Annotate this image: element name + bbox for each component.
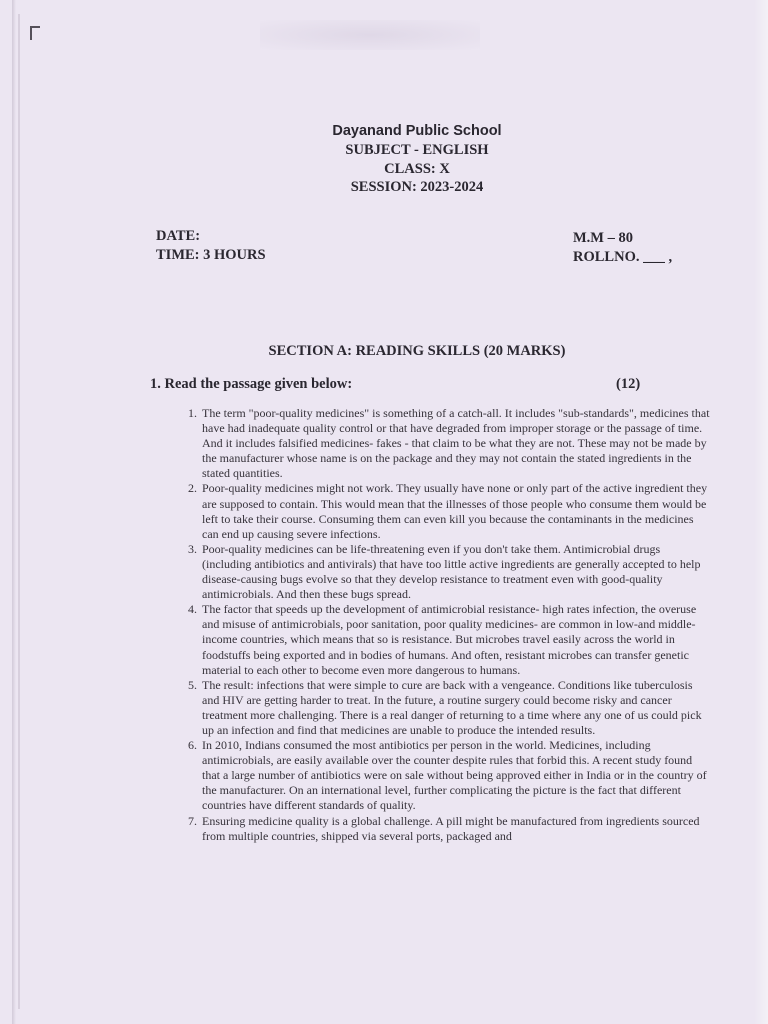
scan-smudge	[260, 20, 480, 50]
subject-line: SUBJECT - ENGLISH	[345, 142, 489, 158]
passage-paragraph: 4. The factor that speeds up the development of antimicrobial resistance- high rates infection, the overuse and misuse of antimicrobials, poor sanitation, poor quality medicines- are common in low-and middle-income countries, which means that so is resistance. But microbes travel easily across the world in foodstuffs being exported and in bodies of humans. And often, resistant microbes can transfer genetic material to each other to become even more dangerous to humans.	[200, 602, 712, 677]
max-marks: M.M – 80	[573, 230, 633, 246]
time-label: TIME: 3 HOURS	[156, 246, 266, 263]
question-title: 1. Read the passage given below:	[150, 376, 353, 392]
class-line: CLASS: X	[384, 160, 450, 177]
passage-paragraph: 2. Poor-quality medicines might not work. They usually have none or only part of the active ingredient they are supposed to contain. This would mean that the illnesses of those people who consume them would be left to take their course. Consuming them can even kill you because the contaminants in the medicines can end up causing severe infections.	[200, 481, 712, 541]
passage-paragraph: 1. The term "poor-quality medicines" is something of a catch-all. It includes "sub-standards", medicines that have had inadequate quality control or that have degraded from improper storage or the passage of time. And it includes falsified medicines- fakes - that claim to be what they are not. These may not be made by the manufacturer whose name is on the package and they may not contain the stated ingredients in the stated quantities.	[200, 406, 712, 481]
exam-header	[0, 121, 768, 197]
question-marks: (12)	[616, 376, 641, 392]
corner-mark	[30, 26, 40, 40]
passage-paragraph: 6. In 2010, Indians consumed the most antibiotics per person in the world. Medicines, including antimicrobials, are easily available over the counter despite rules that forbid this. A recent study found that a large number of antibiotics were on sale without being approved either in India or in the country of the manufacturer. On an international level, further complicating the picture is the fact that different countries have different standards of quality.	[200, 738, 712, 813]
passage-paragraph: 3. Poor-quality medicines can be life-threatening even if you don't take them. Antimicrobial drugs (including antibiotics and antivirals) that have too little active ingredients are generally accepted to help disease-causing bugs evolve so that they develop resistance to treatment even with good-quality antimicrobials. And then these bugs spread.	[200, 542, 712, 602]
exam-meta-right	[573, 229, 672, 266]
passage-paragraph: 5. The result: infections that were simple to cure are back with a vengeance. Conditions like tuberculosis and HIV are getting harder to treat. In the future, a routine surgery could become risky and cancer treatment more challenging. There is a real danger of returning to a time where any one of us could pick up an infection and find that medicines are unable to produce the intended results.	[200, 678, 712, 738]
date-label: DATE:	[156, 228, 201, 244]
passage-list	[166, 406, 712, 844]
exam-meta-left	[156, 227, 266, 264]
roll-number: ROLLNO. ___ ,	[573, 248, 673, 265]
session-line: SESSION: 2023-2024	[350, 179, 484, 195]
passage-paragraph: 7. Ensuring medicine quality is a global challenge. A pill might be manufactured from ingredients sourced from multiple countries, shipped via several ports, packaged and	[200, 814, 712, 844]
school-name: Dayanand Public School	[332, 123, 502, 139]
section-title: SECTION A: READING SKILLS (20 MARKS)	[268, 343, 566, 359]
